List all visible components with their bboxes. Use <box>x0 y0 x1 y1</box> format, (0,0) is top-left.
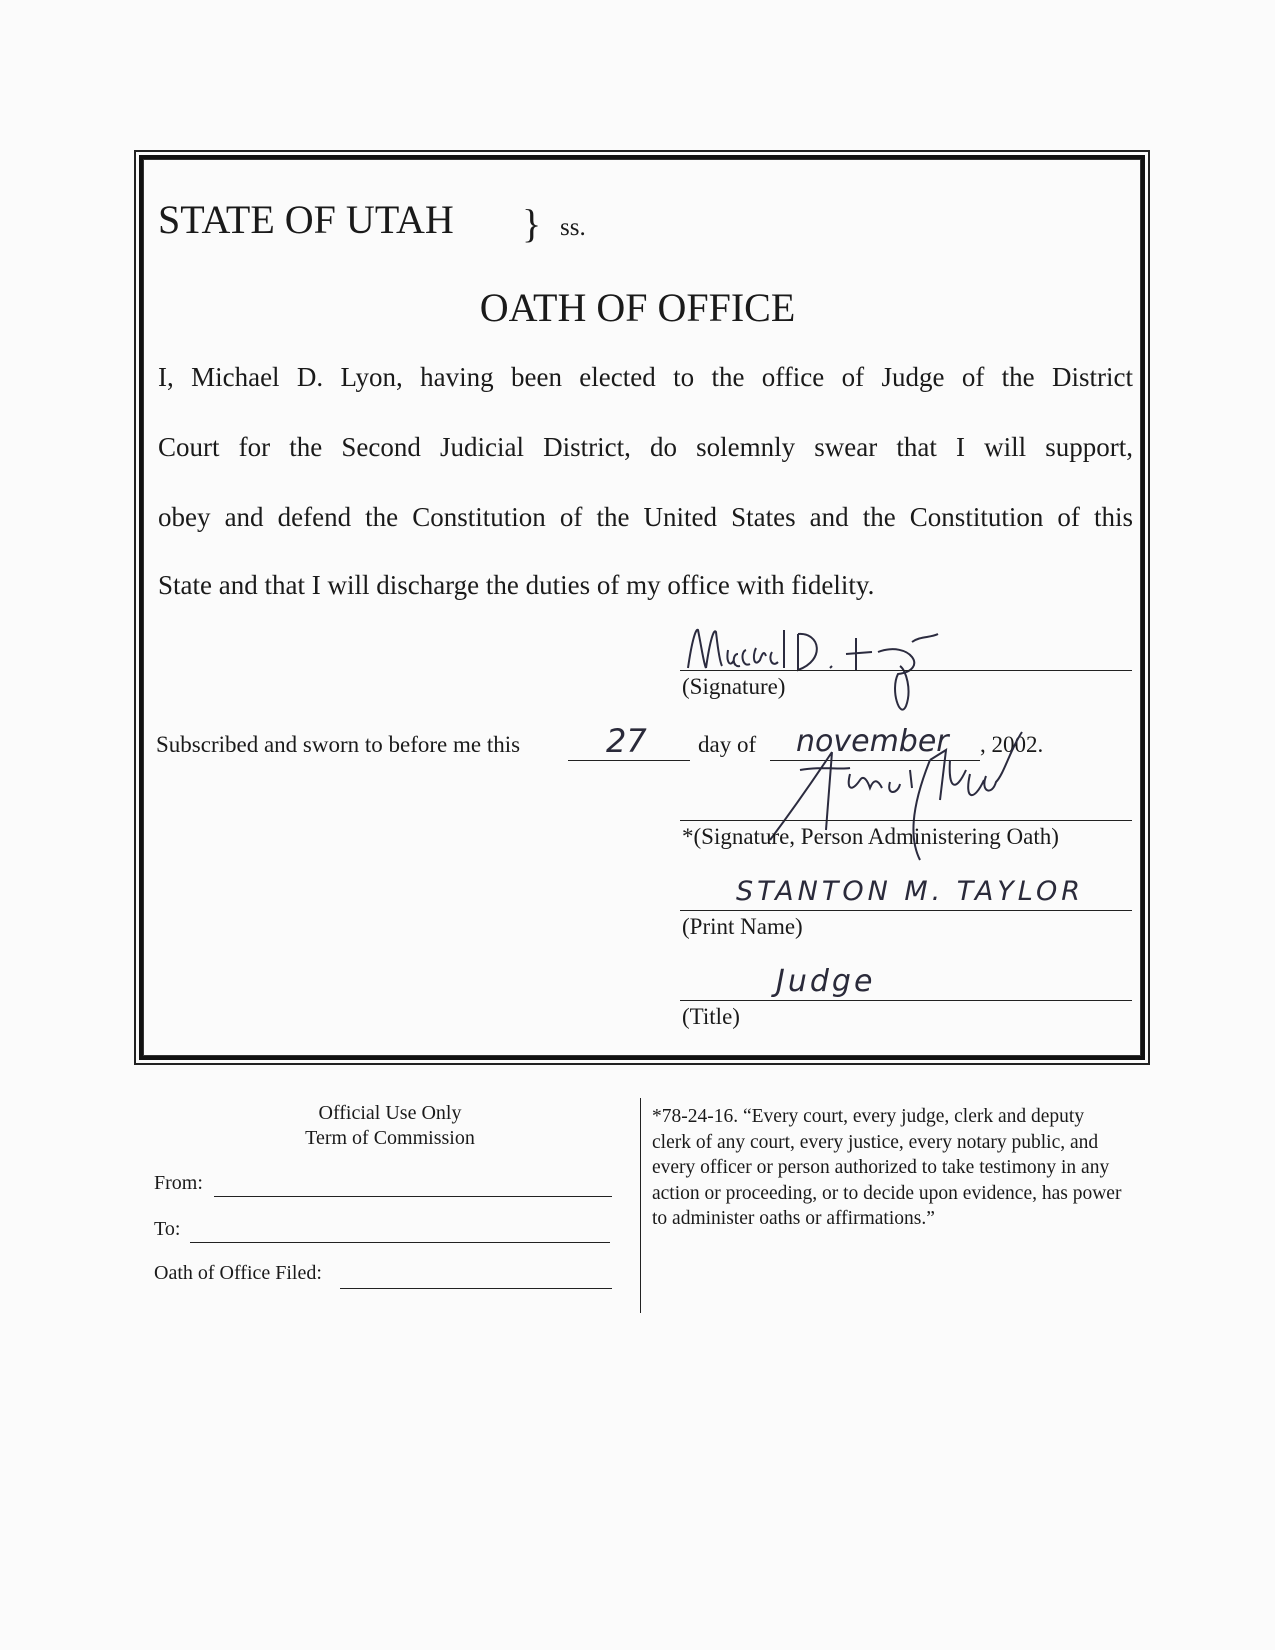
brace-symbol: } <box>522 201 542 246</box>
administrator-signature-line <box>680 820 1132 821</box>
oath-taker-signature <box>680 610 1000 720</box>
oath-filed-label: Oath of Office Filed: <box>154 1262 322 1284</box>
print-name-line <box>680 910 1132 911</box>
state-heading: STATE OF UTAH <box>158 197 454 242</box>
to-label: To: <box>154 1218 181 1240</box>
print-name-value: STANTON M. TAYLOR <box>736 876 1085 907</box>
day-value: 27 <box>606 722 647 760</box>
oath-line-2: Court for the Second Judicial District, do solemnly swear that I will support, <box>158 432 1133 462</box>
oath-filed-line[interactable] <box>340 1288 612 1289</box>
statute-note: *78-24-16. “Every court, every judge, clerk and deputy clerk of any court, every justice, every notary public, and every officer or person authorized to take testimony in any action or proceeding, or to decide upon evidence, has power to administer oaths or affirmations.” <box>652 1106 1122 1229</box>
oath-line-3: obey and defend the Constitution of the United States and the Constitution of this <box>158 502 1133 532</box>
title-label: (Title) <box>682 1004 740 1029</box>
ss-abbreviation: ss. <box>560 214 586 241</box>
subscribed-text: Subscribed and sworn to before me this <box>156 732 521 757</box>
day-line <box>568 760 690 761</box>
oath-line-4: State and that I will discharge the duties of my office with fidelity. <box>158 570 875 600</box>
title-value: Judge <box>776 964 876 999</box>
oath-line-1: I, Michael D. Lyon, having been elected to the office of Judge of the District <box>158 362 1133 392</box>
print-name-label: (Print Name) <box>682 914 803 939</box>
day-of-text: day of <box>698 732 757 757</box>
month-value: november <box>796 724 949 759</box>
title-line <box>680 1000 1132 1001</box>
signature-label: (Signature) <box>682 674 786 699</box>
section-divider <box>640 1098 641 1313</box>
year-text: , 2002. <box>980 732 1044 757</box>
administrator-signature-label: *(Signature, Person Administering Oath) <box>682 824 1059 849</box>
signature-line <box>680 670 1132 671</box>
term-of-commission-heading: Term of Commission <box>305 1127 475 1149</box>
official-use-heading: Official Use Only <box>318 1102 462 1124</box>
from-label: From: <box>154 1172 203 1194</box>
to-line[interactable] <box>190 1242 610 1243</box>
page-title: OATH OF OFFICE <box>479 285 796 330</box>
from-line[interactable] <box>214 1196 612 1197</box>
